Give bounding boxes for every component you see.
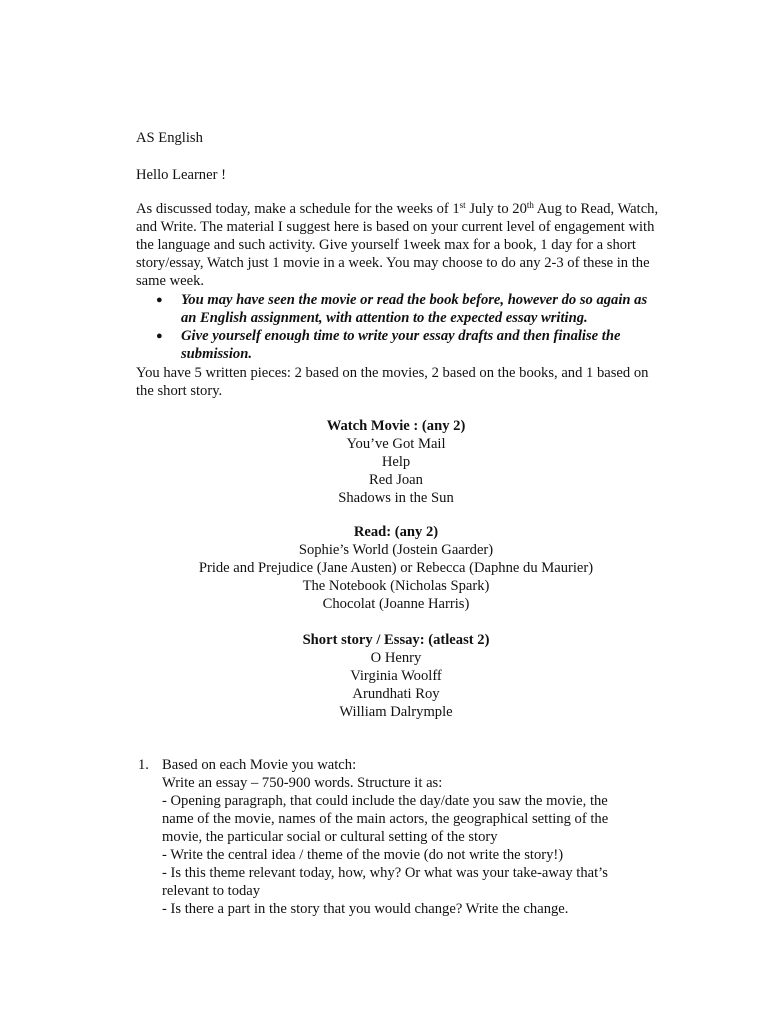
- list-item: Red Joan: [369, 472, 423, 488]
- instruction-bullets: [136, 291, 656, 363]
- list-item: O Henry: [370, 650, 422, 666]
- section-heading: Watch Movie : (any 2): [326, 418, 466, 434]
- bullet-dot-icon: ●: [156, 294, 163, 306]
- section-heading: Read: (any 2): [353, 524, 439, 540]
- list-item: Chocolat (Joanne Harris): [322, 596, 470, 612]
- item-line: - Is there a part in the story that you would change? Write the change.: [162, 901, 569, 917]
- list-item: You’ve Got Mail: [346, 436, 446, 452]
- bullet-dot-icon: ●: [156, 330, 163, 342]
- bullet-text: Give yourself enough time to write your essay drafts and then finalise the submission.: [181, 328, 621, 362]
- list-item: Virginia Woolff: [350, 668, 442, 684]
- pieces-paragraph: You have 5 written pieces: 2 based on the movies, 2 based on the books, and 1 based on the short story.: [136, 365, 649, 399]
- intro-text-3: Aug to Read, Watch, and Write. The material I suggest here is based on your current level of engagement with the language and such activity. Give yourself 1week max for a book, 1 day for a short story/essay, Watch just 1 movie in a week. You may choose to do any 2-3 of these in the same week.: [136, 201, 659, 289]
- list-item: The Notebook (Nicholas Spark): [302, 578, 490, 594]
- intro-sup-st: st: [459, 200, 466, 210]
- intro-text-1: As discussed today, make a schedule for the weeks of 1: [136, 201, 460, 217]
- bullet-item: [136, 327, 656, 363]
- item-line: - Opening paragraph, that could include the day/date you saw the movie, the name of the movie, names of the main actors, the geographical setting of the movie, the particular social or cultural setting of the story: [162, 793, 609, 845]
- list-item: William Dalrymple: [339, 704, 453, 720]
- numbered-item: [136, 756, 636, 918]
- item-line: - Is this theme relevant today, how, why? Or what was your take-away that’s relevant to today: [162, 865, 608, 899]
- item-line: Write an essay – 750-900 words. Structure it as:: [162, 775, 443, 791]
- greeting: Hello Learner !: [136, 167, 226, 183]
- bullet-item: [136, 291, 656, 327]
- bullet-text: You may have seen the movie or read the book before, however do so again as an English assignment, with attention to the expected essay writing.: [181, 292, 648, 326]
- item-number: 1.: [138, 757, 149, 773]
- list-item: Help: [381, 454, 411, 470]
- list-item: Shadows in the Sun: [338, 490, 454, 506]
- section-short-story: [136, 631, 656, 721]
- section-read: [136, 523, 656, 613]
- section-heading: Short story / Essay: (atleast 2): [302, 632, 490, 648]
- list-item: Pride and Prejudice (Jane Austen) or Rebecca (Daphne du Maurier): [198, 560, 594, 576]
- intro-sup-th: th: [526, 200, 534, 210]
- list-item: Sophie’s World (Jostein Gaarder): [298, 542, 494, 558]
- list-item: Arundhati Roy: [352, 686, 440, 702]
- intro-text-2: July to 20: [465, 201, 527, 217]
- intro-paragraph: [136, 200, 660, 290]
- section-movies: [136, 417, 656, 507]
- item-line: - Write the central idea / theme of the movie (do not write the story!): [162, 847, 564, 863]
- item-heading: Based on each Movie you watch:: [162, 757, 357, 773]
- numbered-list: [136, 756, 636, 918]
- document-title: AS English: [136, 130, 203, 146]
